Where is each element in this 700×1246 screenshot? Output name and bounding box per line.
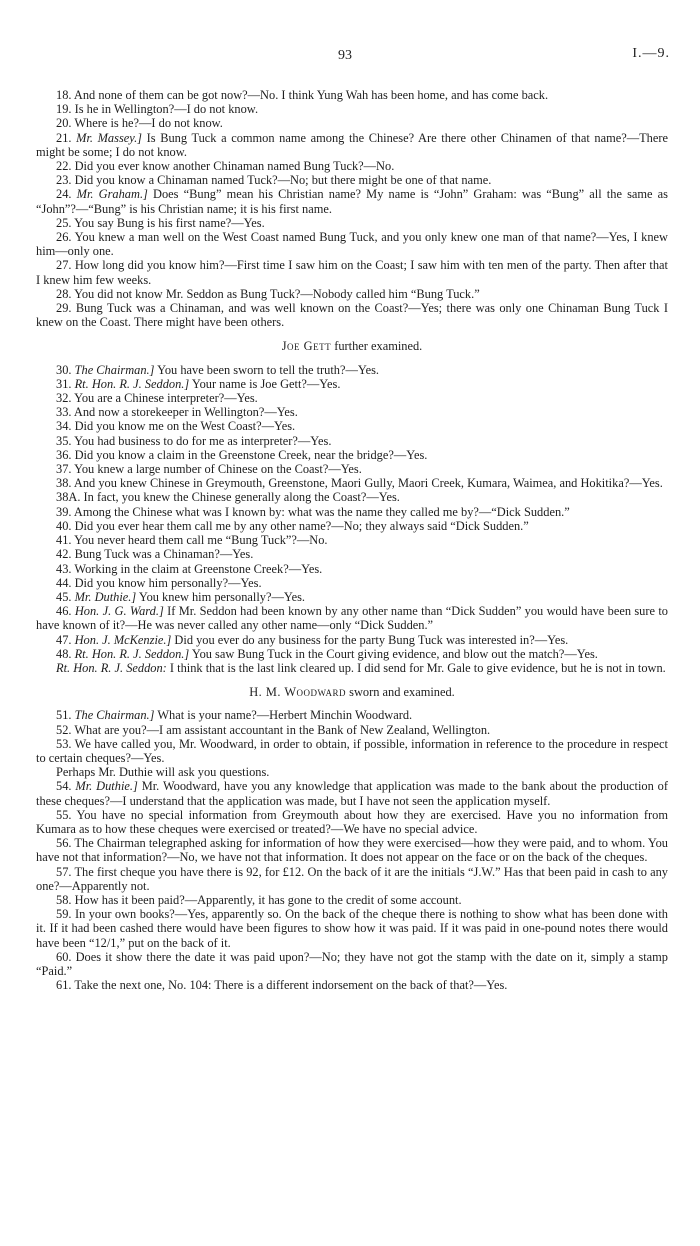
paragraph-text: Is Bung Tuck a common name among the Chinese? Are there other Chinamen of that name?—There might be some; I do not know.: [36, 130, 668, 159]
paragraph-text: What is your name?—Herbert Minchin Woodward.: [157, 708, 413, 723]
testimony-paragraph: [36, 907, 668, 950]
testimony-paragraph: [36, 131, 668, 159]
testimony-paragraph: [36, 258, 668, 286]
testimony-paragraph: [36, 216, 668, 230]
paragraph-text: 26. You knew a man well on the West Coast named Bung Tuck, and you only knew one man of that name?—Yes, I knew him—only one.: [36, 230, 668, 259]
testimony-paragraph: [36, 562, 668, 576]
paragraph-text: 19. Is he in Wellington?—I do not know.: [56, 102, 259, 117]
speaker-name: Mr. Massey.]: [76, 130, 143, 145]
testimony-paragraph: [36, 405, 668, 419]
speaker-name: Mr. Graham.]: [76, 187, 148, 202]
testimony-paragraph: [36, 765, 668, 779]
speaker-name: Rt. Hon. R. J. Seddon.]: [74, 376, 190, 391]
testimony-paragraph: [36, 102, 668, 116]
paragraph-text: You knew him personally?—Yes.: [138, 589, 305, 604]
testimony-paragraph: [36, 173, 668, 187]
paragraph-text: 18. And none of them can be got now?—No. I think Yung Wah has been home, and has come back.: [56, 88, 549, 102]
paragraph-text: 55. You have no special information from Greymouth about how they are exercised. Have you no information from Kumara as to how these cheques were exercised or treated?—We have no special advice.: [36, 807, 668, 836]
testimony-paragraph: [36, 230, 668, 258]
testimony-paragraph: [36, 476, 668, 490]
testimony-paragraph: [36, 462, 668, 476]
question-number: 45.: [56, 589, 72, 604]
testimony-paragraph: [36, 88, 668, 102]
paragraph-text: 22. Did you ever know another Chinaman named Bung Tuck?—No.: [56, 159, 395, 174]
question-number: 48.: [56, 646, 72, 661]
paragraph-text: Does “Bung” mean his Christian name? My name is “John” Graham: was “Bung” all the same as “John”?—“Bung” is his Christian name; it is his first name.: [36, 187, 668, 216]
paragraph-text: 33. And now a storekeeper in Wellington?—Yes.: [56, 405, 298, 420]
speaker-name: Hon. J. G. Ward.]: [74, 604, 164, 619]
testimony-paragraph: [36, 419, 668, 433]
question-number: 51.: [56, 708, 72, 723]
paragraph-text: 61. Take the next one, No. 104: There is a different indorsement on the back of that?—Yes.: [56, 978, 508, 993]
testimony-paragraph: [36, 301, 668, 329]
question-number: 31.: [56, 376, 72, 391]
speaker-name: Hon. J. McKenzie.]: [74, 632, 172, 647]
testimony-paragraph: [36, 808, 668, 836]
paragraph-text: Perhaps Mr. Duthie will ask you questions.: [56, 765, 270, 780]
paragraph-text: 35. You had business to do for me as interpreter?—Yes.: [56, 433, 332, 448]
paragraph-text: 38A. In fact, you knew the Chinese generally along the Coast?—Yes.: [56, 490, 400, 505]
question-number: 21.: [56, 130, 72, 145]
paragraph-text: 41. You never heard them call me “Bung Tuck”?—No.: [56, 533, 328, 548]
testimony-paragraph: [36, 779, 668, 807]
paragraph-text: 32. You are a Chinese interpreter?—Yes.: [56, 391, 258, 406]
paragraph-text: 43. Working in the claim at Greenstone Creek?—Yes.: [56, 561, 323, 576]
testimony-paragraph: [36, 159, 668, 173]
paragraph-text: Mr. Woodward, have you any knowledge that application was made to the bank about the production of these cheques?—I understand that the application was made, but I have not seen the application myself.: [36, 779, 668, 808]
speaker-name: Mr. Duthie.]: [74, 589, 137, 604]
testimony-paragraph: [36, 604, 668, 632]
paragraph-text: Did you ever do any business for the party Bung Tuck was interested in?—Yes.: [174, 632, 569, 647]
testimony-paragraph: [36, 519, 668, 533]
testimony-paragraph: [36, 490, 668, 504]
paragraph-text: 53. We have called you, Mr. Woodward, in order to obtain, if possible, information in reference to the procedure in respect to certain cheques?—Yes.: [36, 736, 668, 765]
paragraph-text: 58. How has it been paid?—Apparently, it has gone to the credit of some account.: [56, 892, 462, 907]
testimony-paragraph: [36, 865, 668, 893]
paragraph-text: 29. Bung Tuck was a Chinaman, and was well known on the Coast?—Yes; there was only one Chinaman Bung Tuck I knew on the Coast. There might have been others.: [36, 301, 668, 330]
testimony-paragraph: [36, 893, 668, 907]
testimony-paragraph: [36, 950, 668, 978]
paragraph-text: 34. Did you know me on the West Coast?—Yes.: [56, 419, 296, 434]
paragraph-text: 39. Among the Chinese what was I known by: what was the name they called me by?—“Dick Sudden.”: [56, 504, 570, 519]
paragraph-text: 25. You say Bung is his first name?—Yes.: [56, 215, 265, 230]
paragraph-text: 44. Did you know him personally?—Yes.: [56, 575, 262, 590]
testimony-paragraph: [36, 590, 668, 604]
heading-suffix: sworn and examined.: [349, 685, 455, 700]
testimony-paragraph: [36, 661, 668, 675]
testimony-paragraph: [36, 187, 668, 215]
question-number: 30.: [56, 362, 72, 377]
speaker-name: The Chairman.]: [74, 362, 155, 377]
paragraph-text: 57. The first cheque you have there is 92, for £12. On the back of it are the initials “J.W.” Has that been paid in cash to any one?—Apparently not.: [36, 864, 668, 893]
testimony-paragraph: [36, 377, 668, 391]
speaker-name: Mr. Duthie.]: [75, 779, 138, 794]
testimony-paragraph: [36, 363, 668, 377]
heading-suffix: further examined.: [334, 339, 423, 354]
testimony-paragraph: [36, 547, 668, 561]
testimony-paragraph: [36, 708, 668, 722]
paragraph-text: 23. Did you know a Chinaman named Tuck?—No; but there might be one of that name.: [56, 173, 492, 188]
testimony-paragraph: [36, 533, 668, 547]
testimony-paragraph: [36, 737, 668, 765]
paragraph-text: You have been sworn to tell the truth?—Yes.: [157, 362, 379, 377]
paragraph-text: 40. Did you ever hear them call me by any other name?—No; they always said “Dick Sudden.”: [56, 518, 529, 533]
paragraph-text: I think that is the last link cleared up. I did send for Mr. Gale to give evidence, but he is not in town.: [169, 660, 666, 675]
paragraph-text: 38. And you knew Chinese in Greymouth, Greenstone, Maori Gully, Maori Creek, Kumara, Waimea, and Hokitika?—Yes.: [56, 476, 663, 491]
speaker-name: Rt. Hon. R. J. Seddon:: [56, 660, 167, 675]
testimony-paragraph: [36, 836, 668, 864]
document-body: [36, 88, 668, 992]
speaker-name: The Chairman.]: [74, 708, 155, 723]
question-number: 46.: [56, 604, 72, 619]
section-heading: [36, 339, 668, 353]
testimony-paragraph: [36, 647, 668, 661]
paragraph-text: 56. The Chairman telegraphed asking for information of how they were exercised—how they were paid, and to whom. You have not that information?—No, we have not that information. It does not appear on the face or on the back of the cheques.: [36, 836, 668, 865]
paragraph-text: 37. You knew a large number of Chinese on the Coast?—Yes.: [56, 462, 362, 477]
page-number: 93: [338, 48, 352, 63]
section-heading: [36, 685, 668, 699]
paragraph-text: Your name is Joe Gett?—Yes.: [191, 376, 341, 391]
paragraph-text: 60. Does it show there the date it was paid upon?—No; they have not got the stamp with the date on it, simply a stamp “Paid.”: [36, 949, 668, 978]
paragraph-text: 59. In your own books?—Yes, apparently so. On the back of the cheque there is nothing to show what has been done with it. If it had been cashed there would have been figures to show how it was paid. If it was paid in one-pound notes there would have been “12/1,” put on the back of it.: [36, 907, 668, 950]
witness-name: H. M. Woodward: [249, 685, 347, 700]
witness-name: Joe Gett: [281, 339, 332, 354]
paragraph-text: You saw Bung Tuck in the Court giving evidence, and blow out the match?—Yes.: [191, 646, 598, 661]
paragraph-text: 36. Did you know a claim in the Greenstone Creek, near the bridge?—Yes.: [56, 447, 428, 462]
testimony-paragraph: [36, 391, 668, 405]
testimony-paragraph: [36, 505, 668, 519]
testimony-paragraph: [36, 576, 668, 590]
question-number: 54.: [56, 779, 72, 794]
testimony-paragraph: [36, 434, 668, 448]
speaker-name: Rt. Hon. R. J. Seddon.]: [74, 646, 190, 661]
testimony-paragraph: [36, 978, 668, 992]
paragraph-text: 27. How long did you know him?—First time I saw him on the Coast; I saw him with ten men of the party. Then after that I knew him few weeks.: [36, 258, 668, 287]
testimony-paragraph: [36, 633, 668, 647]
paragraph-text: 28. You did not know Mr. Seddon as Bung Tuck?—Nobody called him “Bung Tuck.”: [56, 286, 480, 301]
testimony-paragraph: [36, 116, 668, 130]
question-number: 47.: [56, 632, 72, 647]
paragraph-text: 20. Where is he?—I do not know.: [56, 116, 223, 131]
paragraph-text: 42. Bung Tuck was a Chinaman?—Yes.: [56, 547, 254, 562]
testimony-paragraph: [36, 448, 668, 462]
paragraph-text: 52. What are you?—I am assistant accountant in the Bank of New Zealand, Wellington.: [56, 722, 491, 737]
document-reference: I.—9.: [632, 46, 670, 61]
testimony-paragraph: [36, 723, 668, 737]
paragraph-text: If Mr. Seddon had been known by any other name than “Dick Sudden” you would have been sure to have known of it?—He was never called any other name—only “Dick Sudden.”: [36, 604, 668, 633]
testimony-paragraph: [36, 287, 668, 301]
question-number: 24.: [56, 187, 72, 202]
